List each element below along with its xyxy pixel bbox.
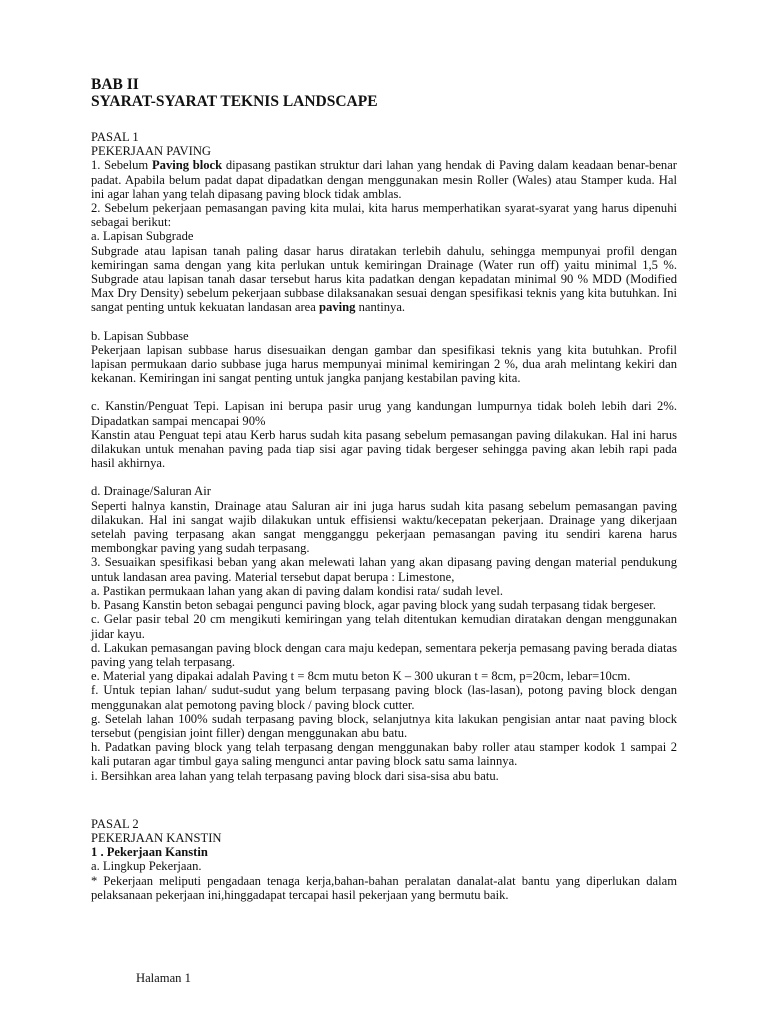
step-h: h. Padatkan paving block yang telah terpasang dengan menggunakan baby roller atau stamper kodok 1 sampai 2 kali putaran agar timbul gaya saling mengunci antar paving block satu sama lainnya. [91, 740, 677, 769]
paragraph-1: 1. Sebelum Paving block dipasang pastikan struktur dari lahan yang hendak di Paving dalam keadaan benar-benar padat. Apabila belum padat dapat dipadatkan dengan menggunakan mesin Roller (Wales) atau Stamper kuda. Hal ini agar lahan yang telah dipasang paving block tidak amblas. [91, 158, 677, 201]
step-a: a. Pastikan permukaan lahan yang akan di paving dalam kondisi rata/ sudah level. [91, 583, 503, 598]
pasal-1-label: PASAL 1 [91, 130, 139, 144]
step-d: d. Lakukan pemasangan paving block dengan cara maju kedepan, sementara pekerja pemasang paving berada diatas paving yang telah terpasang. [91, 640, 677, 669]
step-e: e. Material yang dipakai adalah Paving t = 8cm mutu beton K – 300 ukuran t = 8cm, p=20cm, lebar=10cm. [91, 669, 631, 684]
section-c-text-1: c. Kanstin/Penguat Tepi. Lapisan ini berupa pasir urug yang kandungan lumpurnya tidak boleh lebih dari 2%. Dipadatkan sampai mencapai 90% [91, 399, 677, 428]
pasal-2-heading: PEKERJAAN KANSTIN [91, 830, 222, 845]
step-g: g. Setelah lahan 100% sudah terpasang paving block, selanjutnya kita lakukan pengisian antar naat paving block tersebut (pengisian joint filler) dengan menggunakan abu batu. [91, 711, 677, 740]
step-b: b. Pasang Kanstin beton sebagai pengunci paving block, agar paving block yang sudah terpasang tidak bergeser. [91, 598, 656, 613]
pasal-2-section-a-title: a. Lingkup Pekerjaan. [91, 859, 202, 874]
pasal-2-label: PASAL 2 [91, 816, 139, 831]
pasal-1-heading: PEKERJAAN PAVING [91, 144, 212, 159]
paragraph-3: 3. Sesuaikan spesifikasi beban yang akan melewati lahan yang akan dipasang paving dengan material pendukung untuk landasan area paving. Material tersebut dapat berupa : Limestone, [91, 555, 677, 584]
step-i: i. Bersihkan area lahan yang telah terpasang paving block dari sisa-sisa abu batu. [91, 768, 499, 783]
section-d-text: Seperti halnya kanstin, Drainage atau Saluran air ini juga harus sudah kita pasang sebelum pemasangan paving dilakukan. Hal ini sangat wajib dilakukan untuk effisiensi waktu/kecepatan pekerjaan. Drainage yang dikerjaan setelah paving terpasang akan sangat mengganggu pekerjaan pemasangan paving itu sendiri karena harus membongkar paving yang sudah terpasang. [91, 498, 677, 556]
step-c: c. Gelar pasir tebal 20 cm mengikuti kemiringan yang telah ditentukan kemudian diratakan dengan menggunakan jidar kayu. [91, 612, 677, 641]
section-a-title: a. Lapisan Subgrade [91, 229, 194, 244]
page-footer: Halaman 1 [136, 970, 191, 985]
step-f: f. Untuk tepian lahan/ sudut-sudut yang belum terpasang paving block (las-lasan), potong paving block dengan menggunakan alat pemotong paving block / paving block cutter. [91, 683, 677, 712]
paragraph-2: 2. Sebelum pekerjaan pemasangan paving kita mulai, kita harus memperhatikan syarat-syarat yang harus dipenuhi sebagai berikut: [91, 201, 677, 230]
section-b-text: Pekerjaan lapisan subbase harus disesuaikan dengan gambar dan spesifikasi teknis yang kita butuhkan. Profil lapisan permukaan dario subbase juga harus mempunyai minimal kemiringan 2 %, dua arah melintang kekiri dan kekanan. Kemiringan ini sangat penting untuk jangka panjang kestabilan paving kita. [91, 342, 677, 386]
section-c-text-2: Kanstin atau Penguat tepi atau Kerb harus sudah kita pasang sebelum pemasangan paving dilakukan. Hal ini harus dilakukan untuk menahan paving pada tiap sisi agar paving tidak bergeser sehingga paving akan lebih rapi pada hasil akhirnya. [91, 427, 677, 471]
section-b-title: b. Lapisan Subbase [91, 328, 189, 343]
chapter-number: BAB II [91, 76, 139, 93]
chapter-title: SYARAT-SYARAT TEKNIS LANDSCAPE [91, 93, 378, 110]
pasal-2-section-a-text: * Pekerjaan meliputi pengadaan tenaga kerja,bahan-bahan peralatan danalat-alat bantu yang diperlukan dalam pelaksanaan pekerjaan ini,hinggadapat tercapai hasil pekerjaan yang bermutu baik. [91, 873, 677, 902]
section-a-text: Subgrade atau lapisan tanah paling dasar harus diratakan terlebih dahulu, sehingga mempunyai profil dengan kemiringan sama dengan yang kita perlukan untuk kemiringan Drainage (Water run off) yaitu minimal 1,5 %. Subgrade atau lapisan tanah dasar tersebut harus kita padatkan dengan kepadatan minimal 90 % MDD (Modified Max Dry Density) sebelum pekerjaan subbase dilaksanakan sesuai dengan spesifikasi teknis yang kita butuhkan. Ini sangat penting untuk kekuatan landasan area paving nantinya. [91, 243, 677, 315]
pasal-2-subheading: 1 . Pekerjaan Kanstin [91, 845, 208, 860]
section-d-title: d. Drainage/Saluran Air [91, 484, 211, 499]
